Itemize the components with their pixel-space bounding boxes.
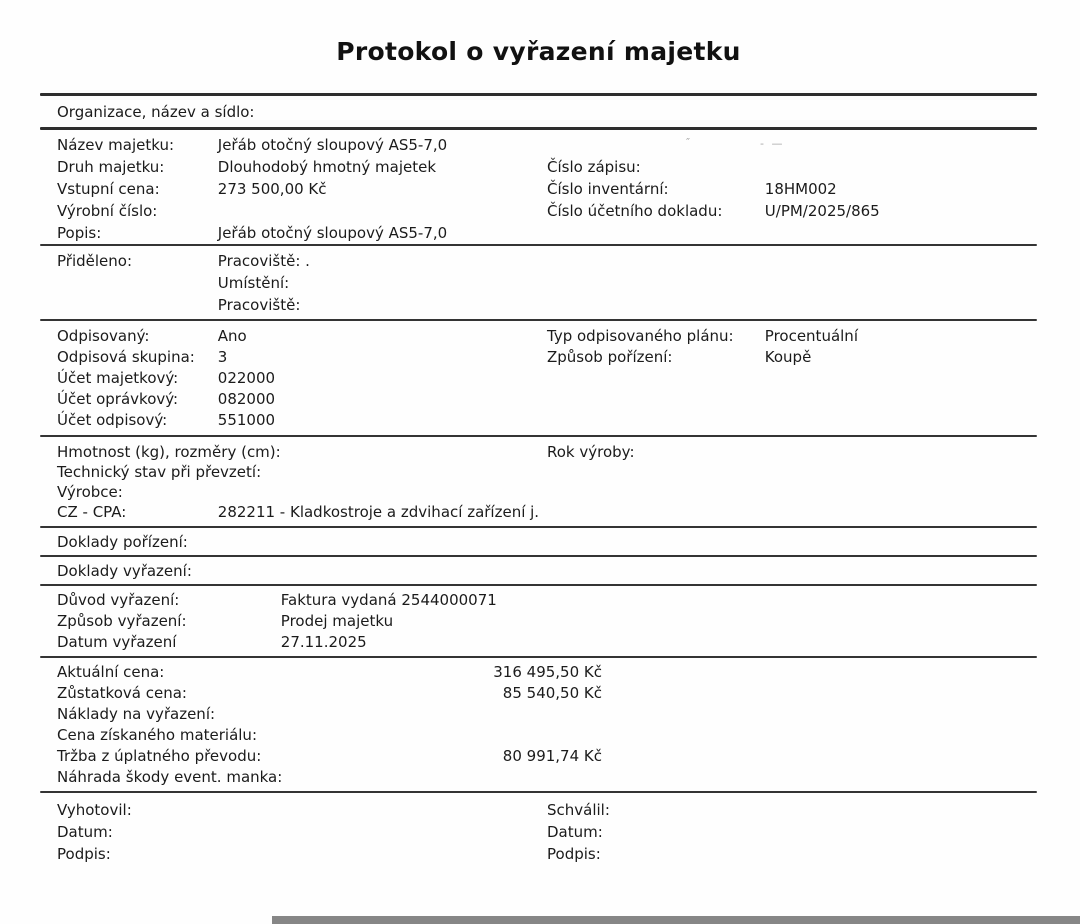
field-row <box>57 389 1037 410</box>
signature-row <box>547 843 610 865</box>
field-value: Koupě <box>764 348 812 366</box>
assignment-lines <box>218 250 310 316</box>
field-row <box>57 134 1037 156</box>
documents-disposal-section <box>40 557 1037 584</box>
field-value: 282211 - Kladkostroje a zdvihací zařízení j. <box>217 503 540 521</box>
field-label: Výrobce: <box>57 483 123 501</box>
field-label: Odpisová skupina: <box>57 348 195 366</box>
field-label: Číslo zápisu: <box>547 158 641 176</box>
price-row <box>57 746 1037 767</box>
organization-row <box>57 101 1037 123</box>
field-value: U/PM/2025/865 <box>764 202 880 220</box>
field-value: Prodej majetku <box>280 612 394 630</box>
field-label: Datum vyřazení <box>57 633 177 651</box>
field-label: Technický stav při převzetí: <box>57 463 262 481</box>
field-label: Umístění: <box>217 274 290 292</box>
field-value: Ano <box>217 327 247 345</box>
assignment-line <box>218 272 310 294</box>
depreciation-right-column <box>547 326 858 368</box>
signatures-section <box>40 793 1037 868</box>
field-label: CZ - CPA: <box>57 503 127 521</box>
field-row <box>57 590 1037 611</box>
approved-by-label: Schválil: <box>547 801 610 819</box>
field-label: Účet oprávkový: <box>57 390 179 408</box>
assignment-label: Přiděleno: <box>57 252 132 270</box>
technical-right-column <box>547 442 635 462</box>
field-label: Číslo inventární: <box>547 180 669 198</box>
field-label: Pracoviště: <box>217 296 301 314</box>
price-value: 85 540,50 Kč <box>502 684 602 702</box>
field-label: Doklady pořízení: <box>57 533 188 551</box>
price-row <box>57 662 1037 683</box>
field-label: Pracoviště: <box>217 252 301 270</box>
field-value: Jeřáb otočný sloupový AS5-7,0 <box>217 136 448 154</box>
field-label: Účet majetkový: <box>57 369 179 387</box>
assignment-line <box>218 294 310 316</box>
field-label: Důvod vyřazení: <box>57 591 180 609</box>
field-label: Hmotnost (kg), rozměry (cm): <box>57 443 281 461</box>
scanned-document-page <box>0 37 1080 924</box>
date-label: Datum: <box>57 823 113 841</box>
field-row <box>547 200 880 222</box>
organization-section <box>40 96 1037 127</box>
field-value: Procentuální <box>764 327 858 345</box>
organization-label: Organizace, název a sídlo: <box>57 103 255 121</box>
field-label: Aktuální cena: <box>57 663 165 681</box>
price-value: 316 495,50 Kč <box>493 663 602 681</box>
field-label: Odpisovaný: <box>57 327 150 345</box>
signatures-right-column <box>547 799 610 865</box>
field-label: Výrobní číslo: <box>57 202 158 220</box>
field-label: Druh majetku: <box>57 158 165 176</box>
field-row <box>547 156 880 178</box>
field-row <box>547 178 880 200</box>
price-row <box>57 767 1037 788</box>
field-value: . <box>305 252 310 270</box>
field-label: Vstupní cena: <box>57 180 160 198</box>
field-value: 273 500,00 Kč <box>217 180 327 198</box>
field-value: Faktura vydaná 2544000071 <box>280 591 497 609</box>
valuation-section <box>40 658 1037 791</box>
field-row <box>57 560 1037 582</box>
document-sheet <box>40 37 1037 868</box>
field-value: Jeřáb otočný sloupový AS5-7,0 <box>217 224 448 242</box>
technical-section <box>40 437 1037 526</box>
field-row <box>57 611 1037 632</box>
field-label: Číslo účetního dokladu: <box>547 202 723 220</box>
signature-row <box>547 821 610 843</box>
field-row <box>57 482 1037 502</box>
field-row <box>57 462 1037 482</box>
field-row <box>57 632 1037 653</box>
field-label: Tržba z úplatného převodu: <box>57 747 262 765</box>
scan-artifact-mark: - — <box>760 137 785 150</box>
field-value: 082000 <box>217 390 276 408</box>
field-value: 18HM002 <box>764 180 837 198</box>
signature-label: Podpis: <box>547 845 601 863</box>
prepared-by-label: Vyhotovil: <box>57 801 132 819</box>
disposal-section <box>40 586 1037 656</box>
field-value: Dlouhodobý hmotný majetek <box>217 158 437 176</box>
depreciation-section <box>40 321 1037 435</box>
field-row <box>547 442 635 462</box>
field-row <box>57 222 1037 244</box>
scan-artifact-mark: ″ <box>686 136 693 149</box>
field-row <box>57 502 1037 522</box>
field-label: Typ odpisovaného plánu: <box>547 327 734 345</box>
signature-row <box>547 799 610 821</box>
signature-label: Podpis: <box>57 845 111 863</box>
price-row <box>57 704 1037 725</box>
asset-right-column <box>547 156 880 222</box>
page-title: Protokol o vyřazení majetku <box>336 37 741 66</box>
field-row <box>547 326 858 347</box>
field-label: Název majetku: <box>57 136 175 154</box>
field-label: Rok výroby: <box>547 443 635 461</box>
documents-acquisition-section <box>40 528 1037 555</box>
field-row <box>57 531 1037 553</box>
field-value: 3 <box>217 348 228 366</box>
assignment-row <box>57 250 1037 316</box>
field-label: Způsob vyřazení: <box>57 612 187 630</box>
date-label: Datum: <box>547 823 603 841</box>
field-label: Popis: <box>57 224 102 242</box>
field-label: Doklady vyřazení: <box>57 562 192 580</box>
price-row <box>57 683 1037 704</box>
field-label: Náklady na vyřazení: <box>57 705 216 723</box>
field-value: 022000 <box>217 369 276 387</box>
field-row <box>57 368 1037 389</box>
price-value: 80 991,74 Kč <box>502 747 602 765</box>
price-row <box>57 725 1037 746</box>
field-label: Zůstatková cena: <box>57 684 187 702</box>
field-label: Náhrada škody event. manka: <box>57 768 283 786</box>
field-label: Účet odpisový: <box>57 411 168 429</box>
field-row <box>57 410 1037 431</box>
scan-artifact-bar <box>272 916 1080 924</box>
field-label: Cena získaného materiálu: <box>57 726 257 744</box>
asset-section <box>40 130 1037 244</box>
assignment-section <box>40 246 1037 319</box>
assignment-line <box>218 250 310 272</box>
field-value: 551000 <box>217 411 276 429</box>
field-row <box>547 347 858 368</box>
field-label: Způsob pořízení: <box>547 348 673 366</box>
field-value: 27.11.2025 <box>280 633 367 651</box>
